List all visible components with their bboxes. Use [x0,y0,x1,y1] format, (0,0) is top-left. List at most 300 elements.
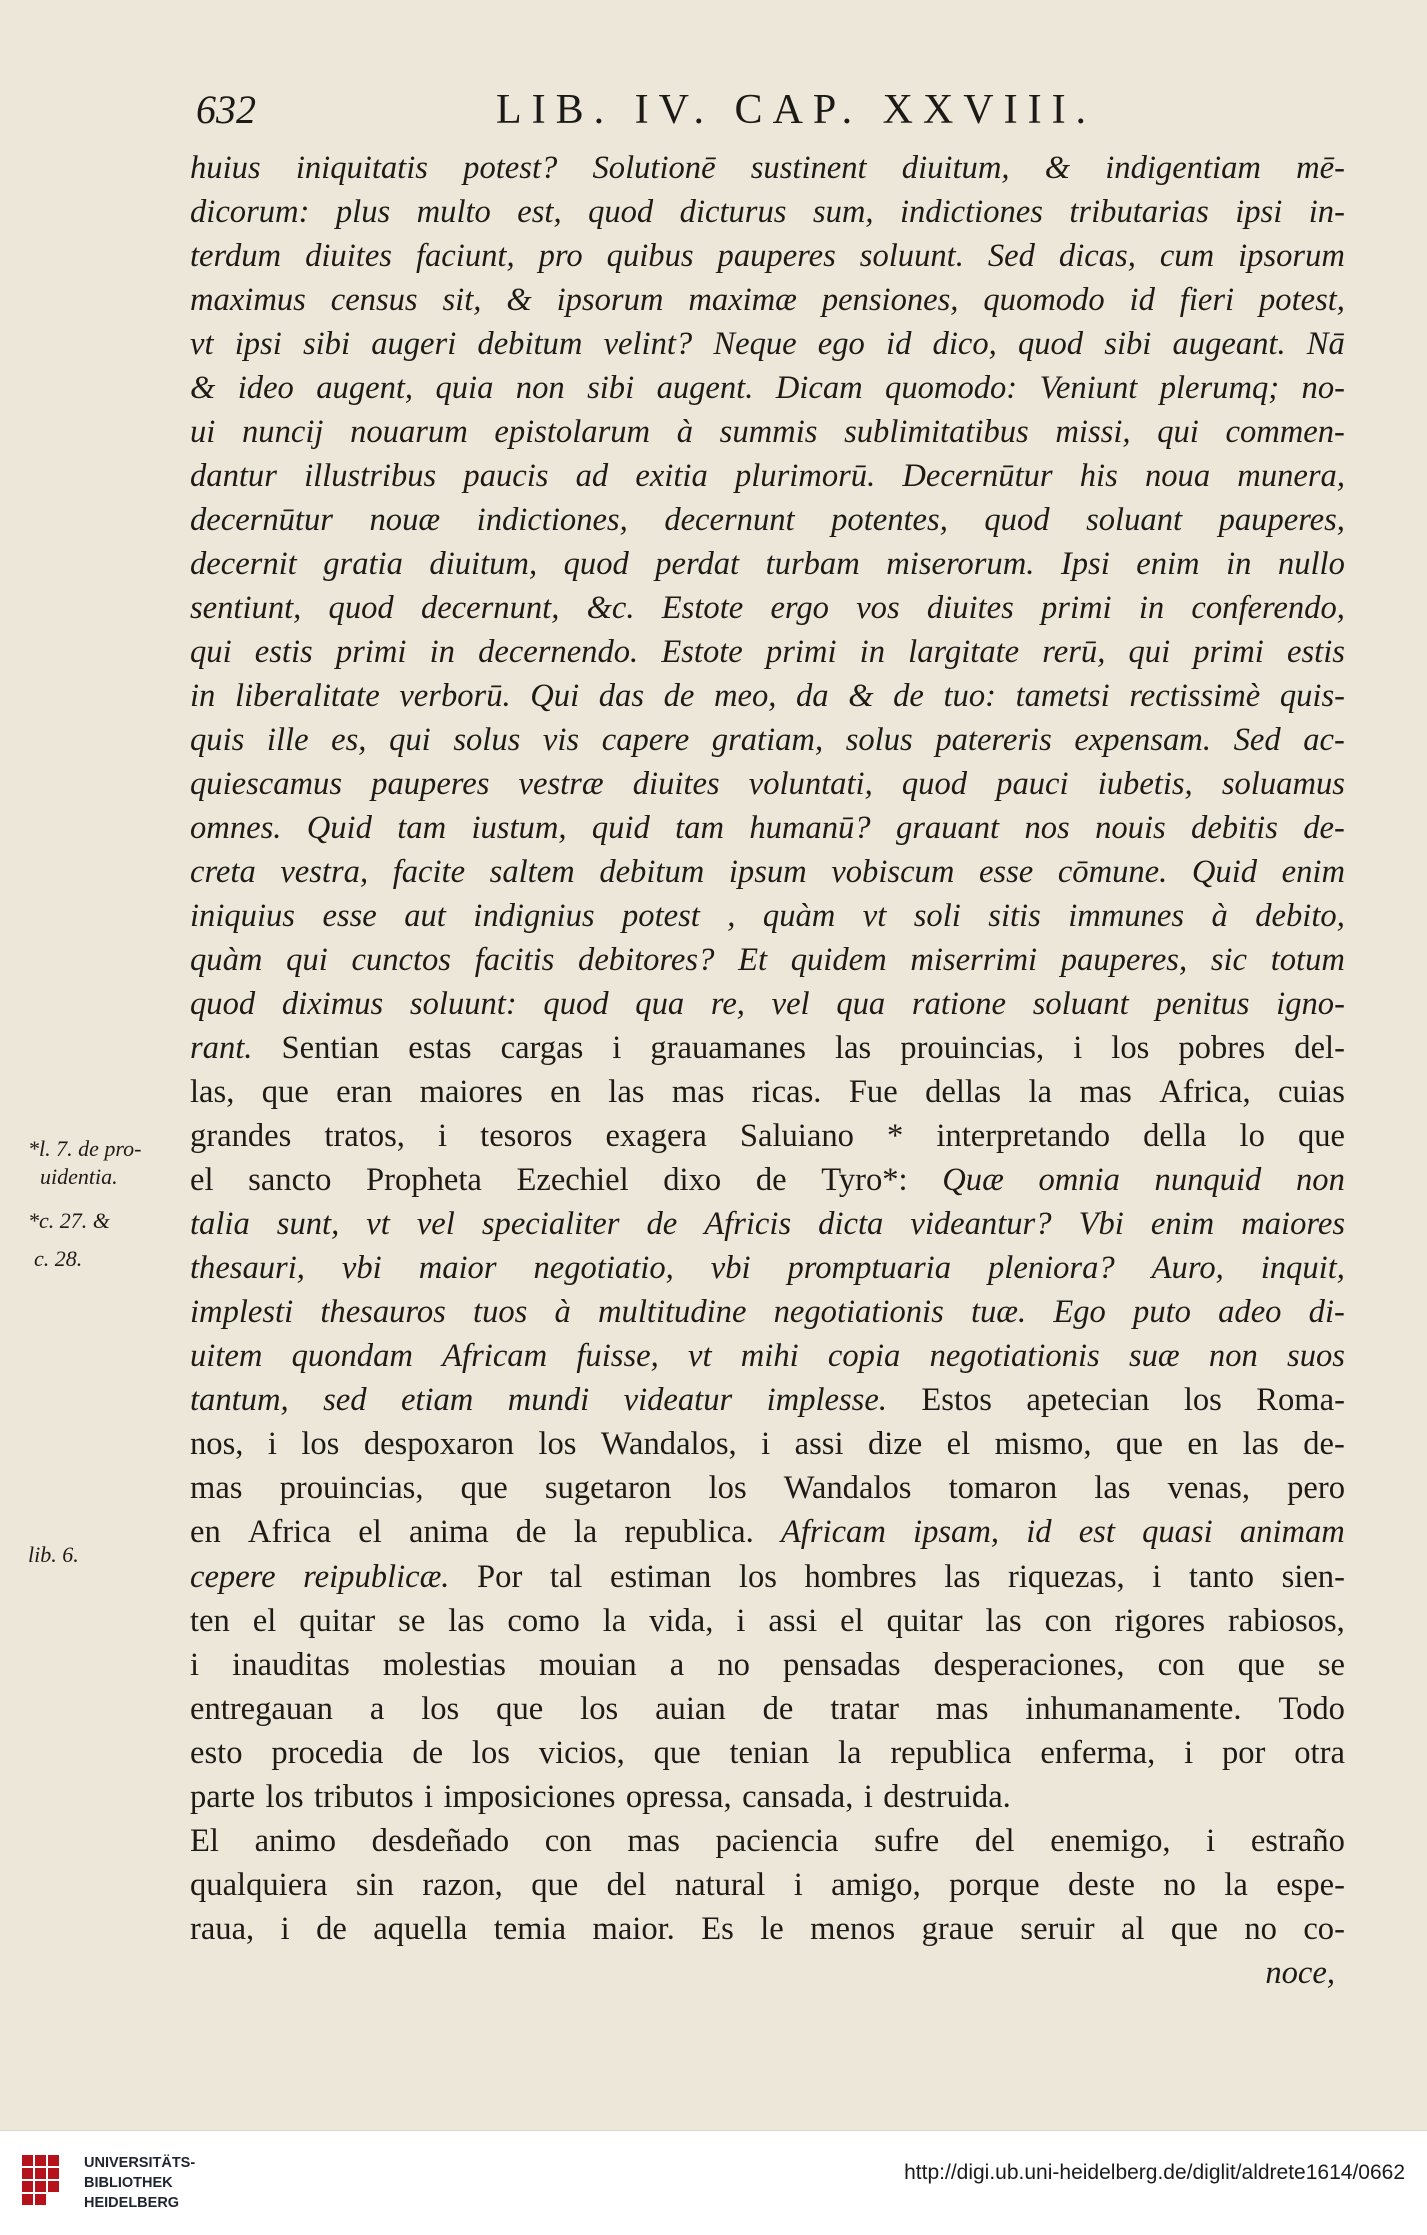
word: quibus [606,238,694,275]
word: re, [710,986,745,1023]
word: est, [517,194,562,231]
word: sunt, [276,1206,340,1243]
word: como [507,1602,580,1639]
word: thesauros [320,1294,446,1331]
word: tratos, [324,1118,405,1155]
word: raua, [190,1910,255,1947]
word: in [1226,546,1252,583]
word: esto [190,1734,243,1771]
word: quod [190,986,256,1023]
word: Tyro*: [821,1162,908,1199]
word: i [863,1778,873,1815]
word: otra [1294,1734,1345,1771]
word: vestræ [518,766,604,803]
word: qui [1128,634,1171,671]
word: pauci [996,766,1069,803]
word: multitudine [598,1294,747,1331]
word: la [837,1734,862,1771]
word: cepere [190,1558,276,1595]
word: Es [701,1910,734,1947]
word: Dicam [775,370,863,407]
word: ricas. [751,1074,822,1111]
word: commen- [1225,414,1345,451]
word: enim [1136,546,1200,583]
word: Estos [921,1382,992,1419]
word: augent. [656,370,754,407]
word: largitate [908,634,1020,671]
word: maximæ [688,282,797,319]
word: ideo [237,370,294,407]
university-library-logo-icon [22,2155,72,2211]
word: potentes, [831,502,948,539]
word: que [1297,1118,1345,1155]
word: pauperes [371,766,490,803]
word: i [267,1426,277,1463]
word: grauamanes [650,1030,806,1067]
word: soluant [1086,502,1183,539]
text-line [190,1466,1345,1510]
word: quod [563,546,629,583]
word: quod [328,590,394,627]
word: mouian [538,1646,637,1683]
word: tantum, [190,1382,289,1419]
word: de [893,678,924,715]
text-line [190,1555,1345,1599]
text-line [190,322,1345,366]
word: ui [190,414,216,451]
text-line [190,1290,1345,1334]
word: quis [190,722,245,759]
margin-note: lib. 6. [28,1542,79,1567]
word: los [265,1778,304,1815]
word: con [1044,1602,1092,1639]
word: nullo [1277,546,1345,583]
body-text [190,146,1345,1995]
text-line [190,1378,1345,1422]
word: maiores [419,1074,523,1111]
word: El [190,1822,219,1859]
library-name: UNIVERSITÄTS- BIBLIOTHEK HEIDELBERG [84,2155,196,2211]
word: qui [190,634,232,671]
word: immunes [1068,898,1185,935]
word: dico, [932,326,997,363]
word: i [1073,1030,1083,1067]
text-line [190,1246,1345,1290]
word: mas [190,1470,243,1507]
word: das [598,678,644,715]
word: verborū. [399,678,511,715]
word: tratar [830,1690,899,1727]
word: pleniora? [988,1250,1115,1287]
word: cansada, [742,1778,854,1815]
word: perdat [655,546,740,583]
word: augeri [371,326,457,363]
word: diximus [281,986,384,1023]
word: entregauan [190,1690,333,1727]
word: potest? [463,150,558,186]
word: cargas [500,1030,584,1067]
word: nos, [190,1426,244,1463]
word: in [1138,590,1165,627]
word: estraño [1250,1822,1345,1859]
word: negotiationis [929,1338,1100,1375]
word: solus [453,722,521,759]
word: qui [389,722,431,759]
word: sustinent [750,150,867,186]
word: Ezechiel [516,1162,629,1199]
word: nos [1024,810,1070,847]
word: pauperes, [1060,942,1188,979]
word: & [848,678,874,715]
word: enim [1281,854,1345,891]
word: nouarum [350,414,468,451]
page-number: 632 [196,87,256,132]
word: debitores? [578,942,715,979]
word: la [1028,1074,1052,1111]
text-line [190,278,1345,322]
word: prouincias, [900,1030,1045,1067]
text-line [190,1070,1345,1114]
word: a [369,1690,385,1727]
word: de [762,1690,794,1727]
word: uitem [190,1338,263,1375]
margin-note: uidentia. [40,1164,118,1189]
word: potest, [1258,282,1345,319]
word: facite [392,854,466,891]
word: Africa [247,1514,332,1551]
word: rigores [1114,1602,1206,1639]
word: Africis [704,1206,792,1243]
word: diuites [305,238,392,275]
word: mundi [507,1382,590,1419]
word: mihi [740,1338,799,1375]
margin-note: *c. 27. & [28,1208,110,1233]
word: humanū? [749,810,871,847]
word: vida, [649,1602,714,1639]
word: à [554,1294,571,1331]
word: eran [336,1074,393,1111]
word: quàm [190,942,263,979]
word: menos [810,1910,896,1947]
text-line [190,982,1345,1026]
word: a [669,1646,685,1683]
word: faciunt, [415,238,515,275]
text-line [190,1158,1345,1202]
word: deste [1067,1866,1135,1903]
word: à [1211,898,1228,935]
word: enferma, [1040,1734,1156,1771]
word: maximus [190,282,306,319]
word: qualquiera [190,1866,328,1903]
word: rerū, [1042,634,1106,671]
word: &c. [586,590,635,627]
word: sic [1210,942,1248,979]
word: soluant [1032,986,1129,1023]
word: Por [477,1558,523,1595]
word: omnia [1038,1162,1120,1199]
word: aut [404,898,446,935]
word: pensadas [782,1646,901,1683]
word: augent, [316,370,414,407]
word: primi [765,634,837,671]
text-line [190,806,1345,850]
word: desperaciones, [933,1646,1125,1683]
word: iniquius [190,898,295,935]
word: quia [435,370,494,407]
word: que [1237,1646,1285,1683]
text-line [190,498,1345,542]
word: estis [1287,634,1345,671]
text-line [190,1907,1345,1951]
word: mas [627,1822,680,1859]
word: indignius [473,898,595,935]
word: las [1242,1426,1279,1463]
word: videatur [623,1382,733,1419]
word: las [985,1602,1022,1639]
word: vos [856,590,900,627]
text-line [190,1026,1345,1070]
text-line [190,1422,1345,1466]
word: esse [978,854,1034,891]
word: non [1208,1338,1258,1375]
word: vt [190,326,214,363]
word: quod [984,502,1050,539]
word: in [190,678,216,715]
word: de [646,1206,678,1243]
word: miserrimi [910,942,1038,979]
word: que [460,1470,508,1507]
word: Wandalos, [600,1426,737,1463]
word: los [1111,1030,1150,1067]
word: que [653,1734,701,1771]
word: las [448,1602,485,1639]
word: Vbi [1078,1206,1124,1243]
word: quondam [291,1338,413,1375]
word: i [1206,1822,1216,1859]
word: porque [949,1866,1040,1903]
text-line [190,630,1345,674]
word: es, [331,722,367,759]
word: no [1244,1910,1277,1947]
word: las [944,1558,981,1595]
word: missi, [1055,414,1131,451]
word: ipsum [728,854,807,891]
word: se [398,1602,426,1639]
word: voluntati, [748,766,873,803]
word: conferendo, [1191,590,1345,627]
word: que [1170,1910,1218,1947]
word: sublimitatibus [844,414,1029,451]
word: de [412,1734,444,1771]
word: facitis [474,942,555,979]
word: republica. [624,1514,754,1551]
word: espe- [1276,1866,1345,1903]
word: Africam [442,1338,548,1375]
word: ipsam, [913,1514,1000,1551]
word: plus [335,194,391,231]
word: dellas [925,1074,1002,1111]
word: quitar [299,1602,376,1639]
word: estis [254,634,313,671]
word: por [1221,1734,1266,1771]
word: multo [416,194,491,231]
word: inquit, [1260,1250,1345,1287]
word: i [761,1426,771,1463]
text-line [190,146,1345,190]
word: indictiones [899,194,1043,231]
word: los [471,1734,510,1771]
word: las [608,1074,645,1111]
margin-note: c. 28. [34,1246,83,1271]
word: implesti [190,1294,294,1331]
word: los [738,1558,777,1595]
word: & [506,282,532,319]
word: debito, [1255,898,1345,935]
word: Nā [1306,326,1345,363]
word: implesse. [766,1382,887,1419]
word: patereris [935,722,1052,759]
word: est [1078,1514,1115,1551]
word: cōmune. [1057,854,1168,891]
word: en [1187,1426,1219,1463]
word: nouæ [369,502,441,539]
source-url-link[interactable]: http://digi.ub.uni-heidelberg.de/diglit/aldrete1614/0662 [904,2161,1405,2184]
word: potest [622,898,700,935]
word: sufre [874,1822,940,1859]
word: quasi [1142,1514,1213,1551]
word: ipsi [234,326,282,363]
word: de [515,1514,547,1551]
word: anima [408,1514,489,1551]
word: plerumq; [1159,370,1280,407]
word: Saluiano [739,1118,854,1155]
word: decernunt, [420,590,560,627]
word: dantur [190,458,277,495]
word: en [190,1514,221,1551]
word: nouis [1095,810,1166,847]
word: vbi [341,1250,382,1287]
word: vicios, [538,1734,625,1771]
word: esse [322,898,377,935]
word: mas [671,1074,725,1111]
text-line [190,1775,1345,1819]
word: prouincias, [279,1470,424,1507]
word: pobres [1178,1030,1266,1067]
word: negotiationis [773,1294,944,1331]
word: pensiones, [821,282,959,319]
word: interpretando [936,1118,1111,1155]
word: estiman [609,1558,712,1595]
word: tomaron [948,1470,1058,1507]
word: id [1129,282,1155,319]
word: de [316,1910,347,1947]
text-line [190,454,1345,498]
word: sancto [248,1162,332,1199]
word: del [974,1822,1015,1859]
word: decernūtur [190,502,333,539]
word: iustum, [471,810,567,847]
word: del- [1294,1030,1345,1067]
word: i [793,1866,803,1903]
word: que [261,1074,309,1111]
word: primi [1040,590,1112,627]
word: animo [254,1822,336,1859]
word: sibi [587,370,635,407]
word: quomodo: [885,370,1018,407]
word: con [544,1822,592,1859]
text-line [190,410,1345,454]
running-title: LIB. IV. CAP. XXVIII. [496,87,1097,133]
word: grauant [895,810,1000,847]
word: diuites [926,590,1014,627]
word: apetecian [1026,1382,1150,1419]
word: da [796,678,829,715]
word: el [190,1162,214,1199]
word: Veniunt [1039,370,1138,407]
word: primi [1193,634,1264,671]
word: della [1143,1118,1207,1155]
word: penitus [1155,986,1250,1023]
word: ipsorum [1238,238,1345,275]
word: tam [397,810,447,847]
word: de- [1303,1426,1345,1463]
word: rant. [190,1030,253,1067]
word: etiam [400,1382,474,1419]
word: no- [1301,370,1345,407]
word: & [1044,150,1071,186]
word: id [1026,1514,1052,1551]
word: Quid [1191,854,1258,891]
word: sin [355,1866,394,1903]
word: gratiam, [711,722,824,759]
word: Ego [1053,1294,1106,1331]
word: ipsi [1235,194,1283,231]
word: ergo [770,590,829,627]
word: tal [549,1558,583,1595]
text-line [190,586,1345,630]
text-line [190,1510,1345,1554]
word: sibi [1104,326,1152,363]
word: venas, [1167,1470,1250,1507]
word: primi [335,634,407,671]
word: vt [366,1206,390,1243]
word: dicta [818,1206,884,1243]
word: i [736,1602,746,1639]
word: inhumanamente. [1025,1690,1242,1727]
word: quomodo [983,282,1105,319]
word: amigo, [831,1866,921,1903]
word: Solutionē [592,150,716,186]
word: tenian [729,1734,810,1771]
word: i [1184,1734,1194,1771]
word: i [190,1646,200,1683]
word: Neque [713,326,797,363]
word: quod [901,766,968,803]
word: specialiter [481,1206,620,1243]
text-line [190,894,1345,938]
word: pro [538,238,583,275]
word: i [612,1030,622,1067]
text-line [190,762,1345,806]
word: sentiunt, [190,590,302,627]
word: puto [1133,1294,1191,1331]
word: dixo [663,1162,722,1199]
word: tametsi [1015,678,1110,715]
word: vel [771,986,810,1023]
catchword: noce, [1265,1954,1335,1991]
word: debitis [1191,810,1278,847]
word: velint? [603,326,693,363]
